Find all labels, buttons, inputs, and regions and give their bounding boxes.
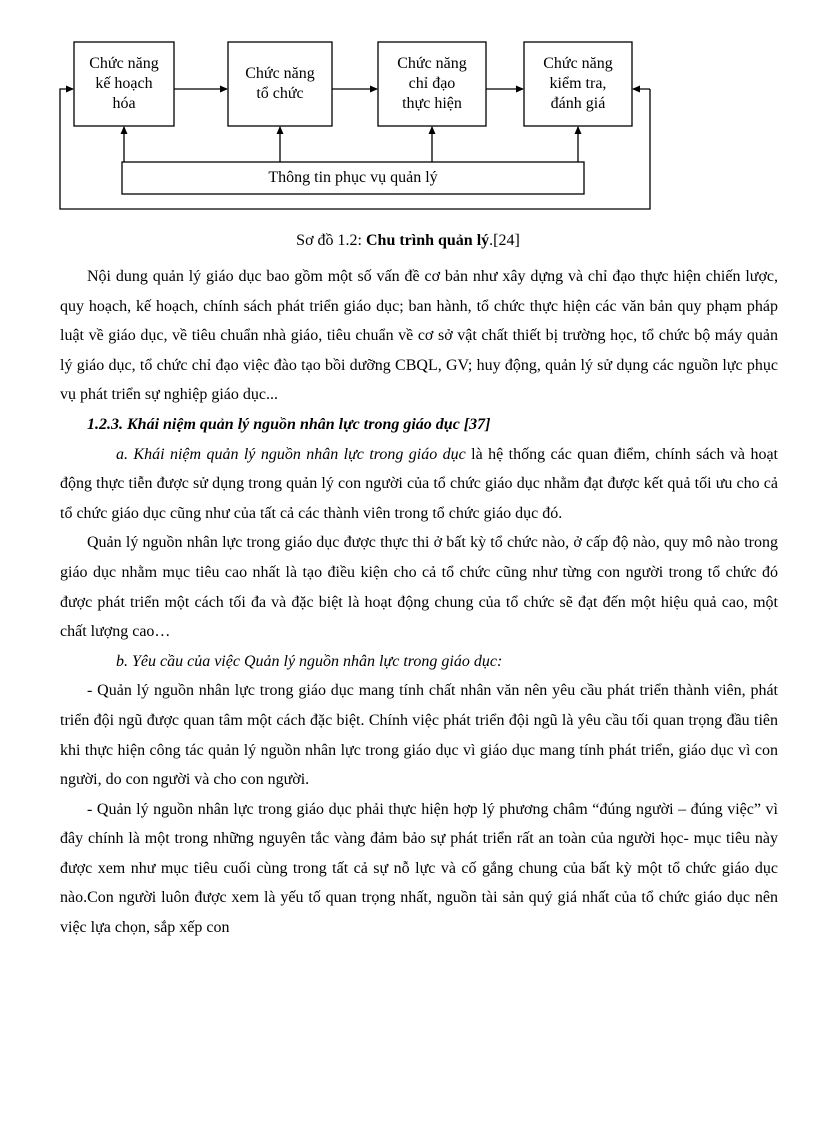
figure-caption [0, 231, 816, 251]
box-planning-label: Chức năng kế hoạch hóa [89, 55, 159, 112]
paragraph-1: Nội dung quản lý giáo dục bao gồm một số vấn đề cơ bản như xây dựng và chỉ đạo thực hiện chiến lược, quy hoạch, kế hoạch, chính sách phát triển giáo dục; ban hành, tổ chức thực hiện các văn bản quy phạm pháp luật về giáo dục, về tiêu chuẩn nhà giáo, tiêu chuẩn về cơ sở vật chất thiết bị trường học, tổ chức bộ máy quản lý giáo dục, tổ chức chỉ đạo việc đào tạo bồi dưỡng CBQL, GV; huy động, quản lý sử dụng các nguồn lực phục vụ phát triển sự nghiệp giáo dục... [60, 268, 778, 404]
caption-title: Chu trình quản lý [365, 232, 490, 249]
document-body [60, 262, 778, 943]
paragraph-2-rest: là hệ thống các quan điểm, chính sách và hoạt động thực tiễn được sử dụng trong quản lý con người của tổ chức giáo dục nhằm đạt được kết quả tối ưu cho cả tổ chức giáo dục cũng như của tất cả các thành viên trong tổ chức giáo dục đó. [60, 445, 778, 522]
box-organizing-label: Chức năng tổ chức [245, 65, 315, 102]
paragraph-2 [60, 440, 778, 529]
info-box-label: Thông tin phục vụ quản lý [268, 169, 438, 186]
box-directing-label: Chức năng chỉ đạo thực hiện [397, 55, 467, 112]
caption-prefix: Sơ đồ 1.2: [296, 232, 366, 249]
paragraph-4: b. Yêu cầu của việc Quản lý nguồn nhân lực trong giáo dục: [116, 652, 503, 670]
paragraph-6: - Quản lý nguồn nhân lực trong giáo dục phải thực hiện hợp lý phương châm “đúng người – đúng việc” vì đây chính là một trong những nguyên tắc vàng đảm bảo sự phát triển rất an toàn của người học- mục tiêu này được xem như mục tiêu cuối cùng trong tất cả sự nỗ lực và cố gắng chung của bất kỳ một tổ chức giáo dục nào.Con người luôn được xem là yếu tố quan trọng nhất, nguồn tài sản quý giá nhất của tổ chức giáo dục nên việc lựa chọn, sắp xếp con [60, 800, 778, 937]
paragraph-3: Quản lý nguồn nhân lực trong giáo dục được thực thi ở bất kỳ tổ chức nào, ở cấp độ nào, quy mô nào trong giáo dục nhằm mục tiêu cao nhất là tạo điều kiện cho cả tổ chức cũng như từng con người trong tổ chức đó được phát triển một cách tối đa và đặc biệt là hoạt động chung của tổ chức sẽ đạt đến một hiệu quả cao, một chất lượng cao… [60, 534, 778, 641]
paragraph-5: - Quản lý nguồn nhân lực trong giáo dục mang tính chất nhân văn nên yêu cầu phát triển thành viên, phát triển đội ngũ được quan tâm một cách đặc biệt. Chính việc phát triển đội ngũ là yêu cầu tối quan trọng đầu tiên khi thực hiện công tác quản lý nguồn nhân lực trong giáo dục vì giáo dục mang tính phát triển, giáo dục vì con người, do con người và cho con người. [60, 682, 778, 789]
section-heading: 1.2.3. Khái niệm quản lý nguồn nhân lực trong giáo dục [37] [87, 415, 491, 433]
paragraph-2-term: a. Khái niệm quản lý nguồn nhân lực trong giáo dục [116, 445, 466, 463]
box-evaluating-label: Chức năng kiểm tra, đánh giá [543, 55, 613, 112]
caption-ref: .[24] [489, 232, 520, 249]
